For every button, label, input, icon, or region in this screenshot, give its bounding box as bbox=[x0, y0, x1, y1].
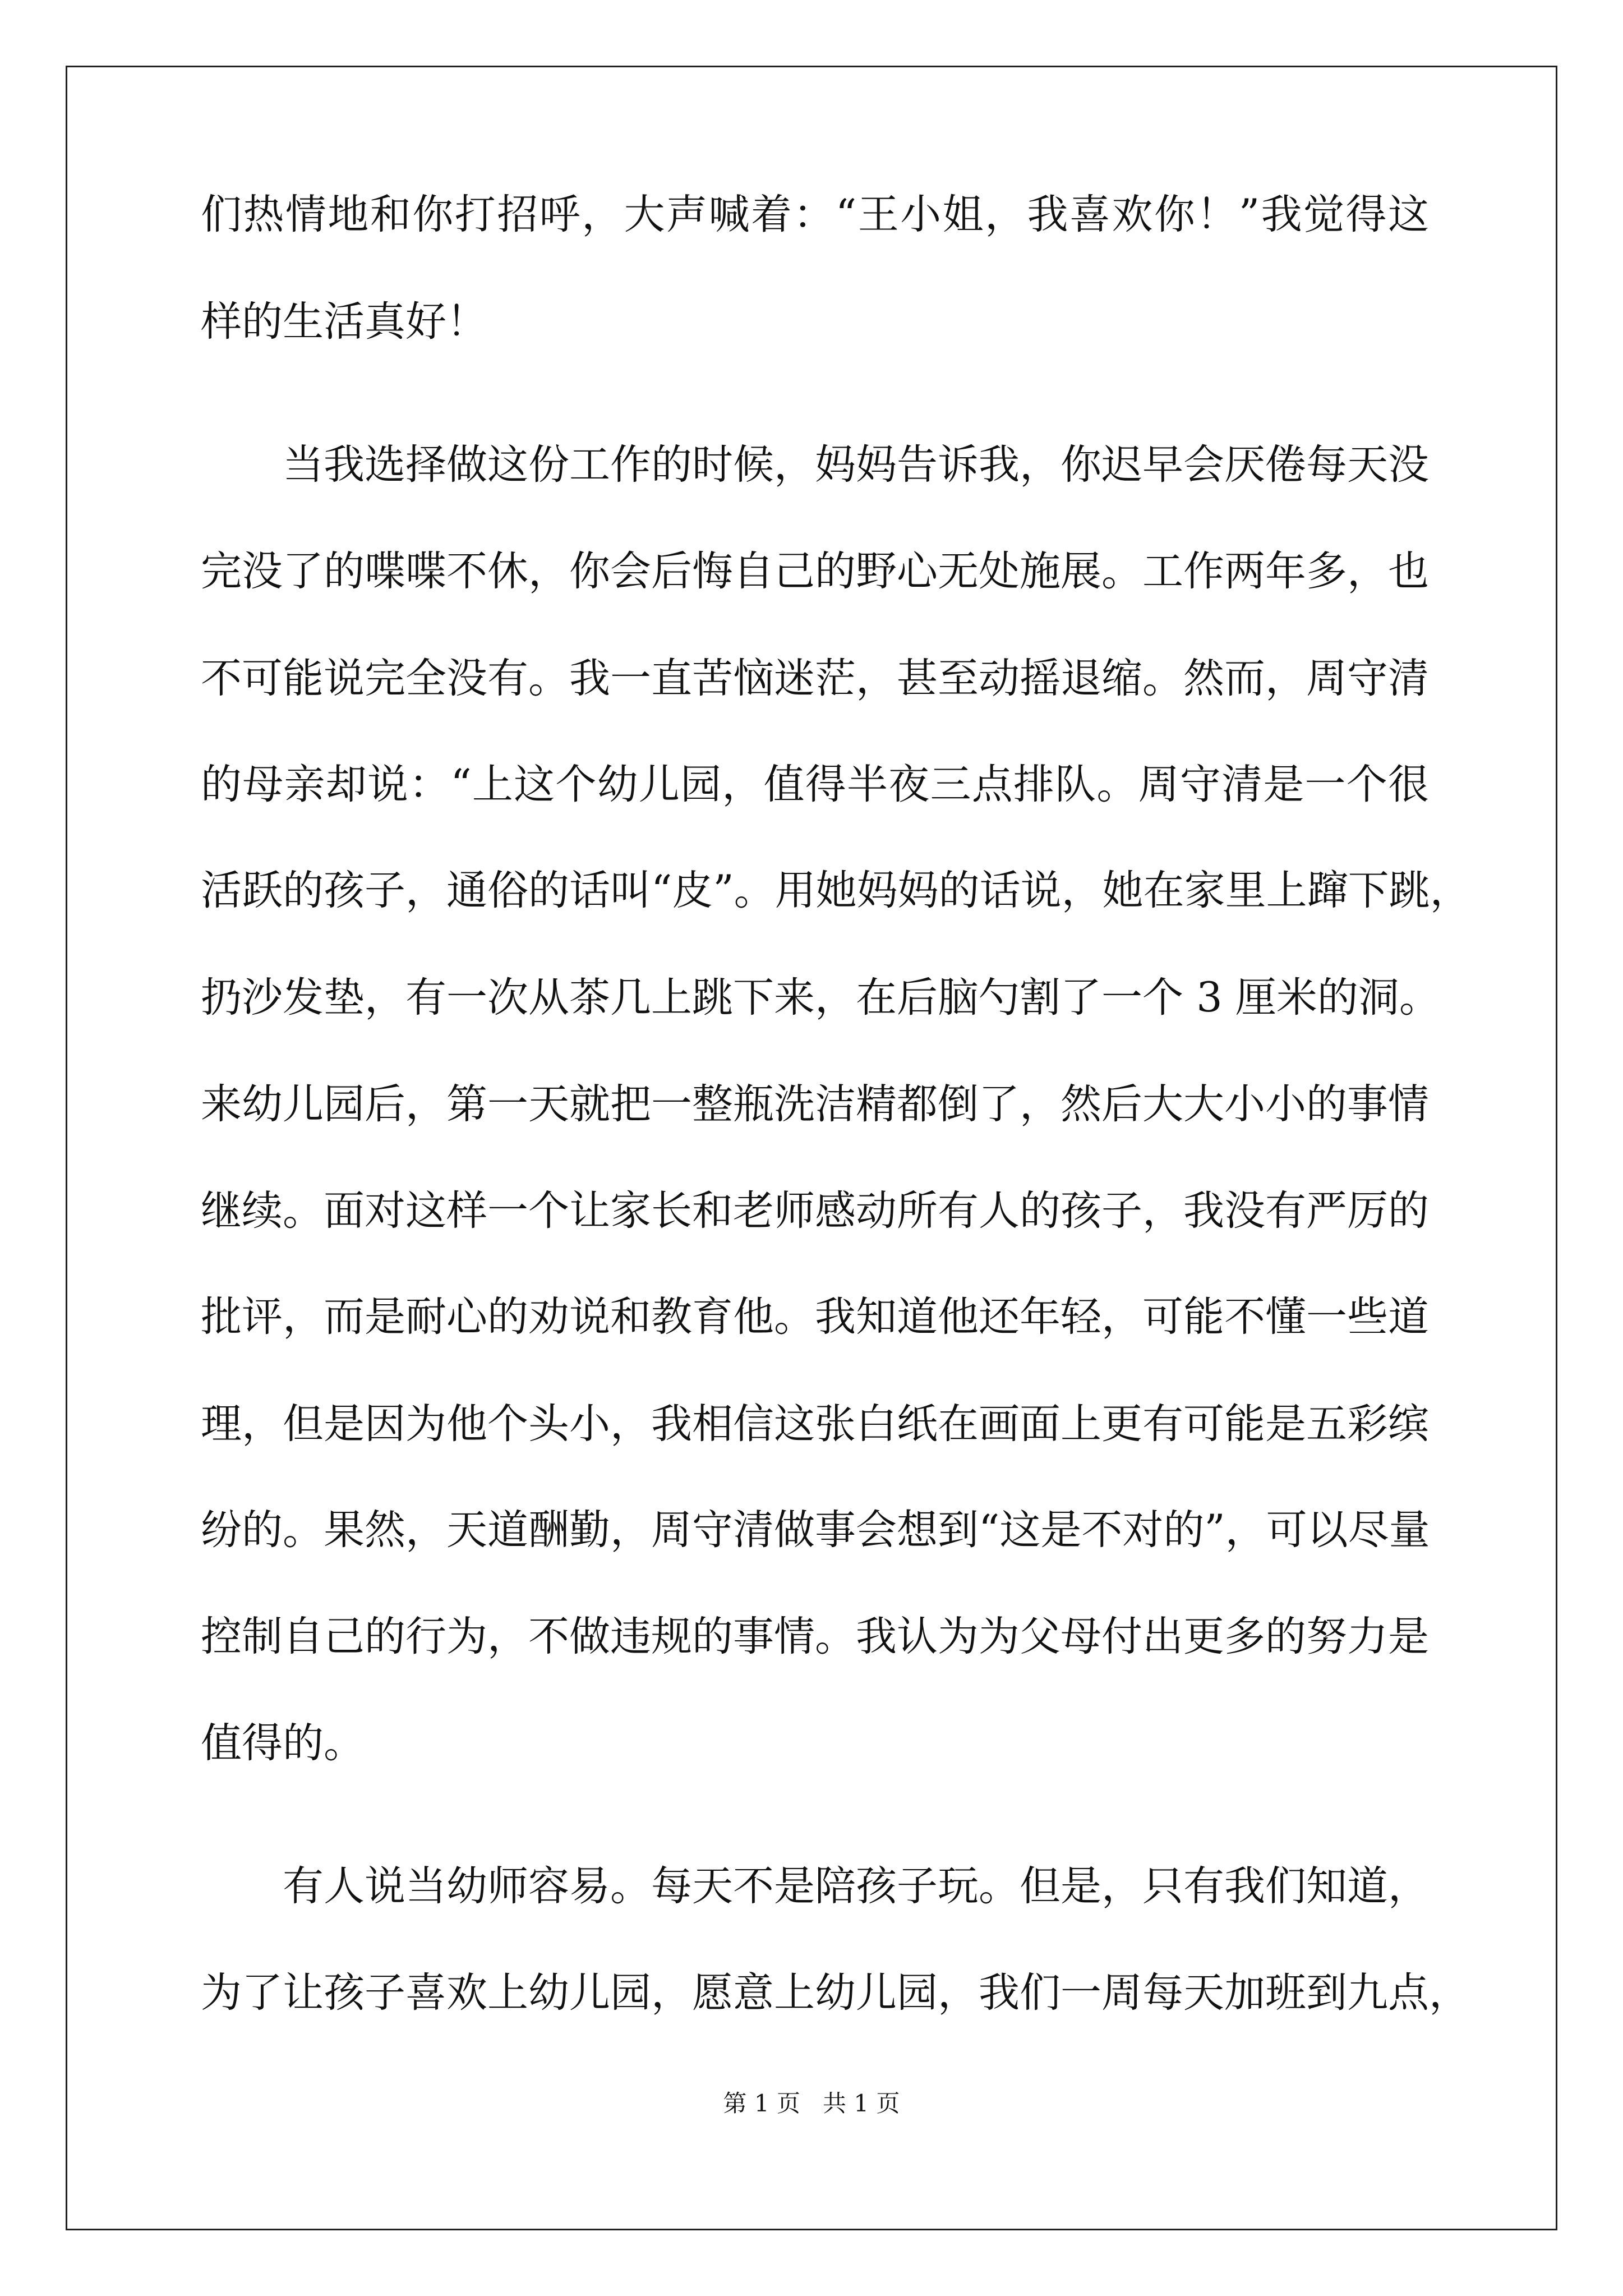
paragraph-first-line: 有人说当幼师容易。每天不是陪孩子玩。但是，只有我们知道， bbox=[283, 1862, 1429, 1910]
text-line: 活跃的孩子，通俗的话叫“皮”。用她妈妈的话说，她在家里上蹿下跳， bbox=[201, 867, 1471, 914]
text-line: 理，但是因为他个头小，我相信这张白纸在画面上更有可能是五彩缤 bbox=[201, 1400, 1429, 1448]
text-line: 样的生活真好！ bbox=[201, 298, 487, 346]
text-line: 值得的。 bbox=[201, 1719, 365, 1767]
paragraph-first-line: 当我选择做这份工作的时候，妈妈告诉我，你迟早会厌倦每天没 bbox=[283, 441, 1429, 489]
text-line: 们热情地和你打招呼，大声喊着：“王小姐，我喜欢你！”我觉得这 bbox=[201, 191, 1429, 238]
text-line: 继续。面对这样一个让家长和老师感动所有人的孩子，我没有严厉的 bbox=[201, 1187, 1429, 1235]
text-line: 来幼儿园后，第一天就把一整瓶洗洁精都倒了，然后大大小小的事情 bbox=[201, 1080, 1429, 1128]
text-line: 为了让孩子喜欢上幼儿园，愿意上幼儿园，我们一周每天加班到九点， bbox=[201, 1969, 1470, 2017]
text-line: 批评，而是耐心的劝说和教育他。我知道他还年轻，可能不懂一些道 bbox=[201, 1293, 1429, 1341]
text-line: 扔沙发垫，有一次从茶几上跳下来，在后脑勺割了一个 3 厘米的洞。 bbox=[201, 974, 1440, 1022]
text-line: 完没了的喋喋不休，你会后悔自己的野心无处施展。工作两年多，也 bbox=[201, 547, 1429, 595]
text-line: 控制自己的行为，不做违规的事情。我认为为父母付出更多的努力是 bbox=[201, 1613, 1429, 1660]
text-line: 的母亲却说：“上这个幼儿园，值得半夜三点排队。周守清是一个很 bbox=[201, 761, 1429, 808]
text-line: 不可能说完全没有。我一直苦恼迷茫，甚至动摇退缩。然而，周守清 bbox=[201, 655, 1429, 702]
text-line: 纷的。果然，天道酬勤，周守清做事会想到“这是不对的”，可以尽量 bbox=[201, 1506, 1430, 1554]
page-number-footer: 第 1 页 共 1 页 bbox=[723, 2090, 900, 2117]
